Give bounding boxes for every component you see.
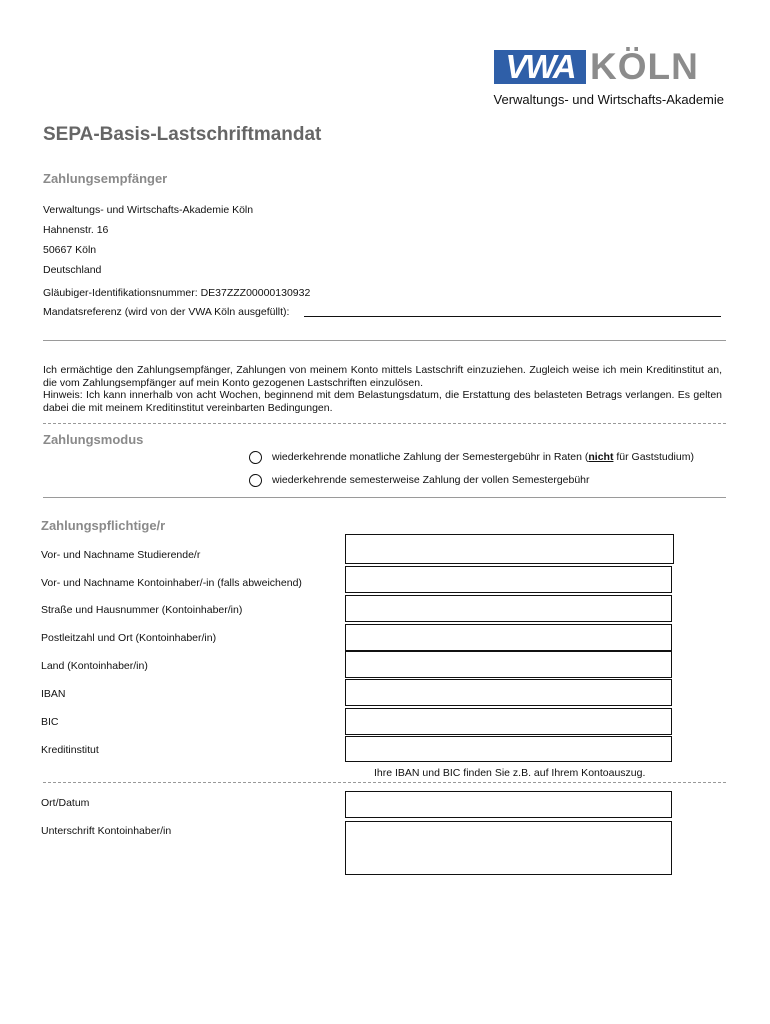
- vwa-koeln-logo: [494, 46, 724, 87]
- divider: [43, 340, 726, 341]
- payee-heading: Zahlungsempfänger: [43, 171, 168, 186]
- payer-heading: Zahlungspflichtige/r: [41, 518, 166, 533]
- payee-city: 50667 Köln: [43, 244, 97, 256]
- divider: [43, 423, 726, 424]
- signature-label: Unterschrift Kontoinhaber/in: [41, 825, 172, 837]
- bic-label: BIC: [41, 716, 59, 728]
- payment-option-semester[interactable]: [249, 471, 590, 489]
- bank-label: Kreditinstitut: [41, 744, 99, 756]
- student-name-input[interactable]: [345, 534, 674, 564]
- refund-hint-text: Hinweis: Ich kann innerhalb von acht Wochen, beginnend mit dem Belastungsdatum, die Erstattung des belasteten Betrags verlangen. Es gelten dabei die mit meinem Kreditinstitut vereinbarten Bedingungen.: [43, 389, 722, 414]
- payment-option-monthly[interactable]: [249, 448, 694, 466]
- mandate-reference-label: Mandatsreferenz (wird von der VWA Köln ausgefüllt):: [43, 306, 290, 318]
- mandate-reference-field[interactable]: [304, 316, 721, 317]
- mandate-text: [43, 364, 722, 414]
- divider: [43, 497, 726, 498]
- iban-label: IBAN: [41, 688, 66, 700]
- payment-option-monthly-label: wiederkehrende monatliche Zahlung der Semestergebühr in Raten (nicht für Gaststudium): [272, 451, 694, 463]
- divider: [43, 782, 726, 783]
- place-date-label: Ort/Datum: [41, 797, 90, 809]
- student-name-label: Vor- und Nachname Studierende/r: [41, 549, 201, 561]
- iban-bic-note: Ihre IBAN und BIC finden Sie z.B. auf Ihrem Kontoauszug.: [374, 767, 646, 779]
- street-input[interactable]: [345, 595, 672, 622]
- creditor-id: Gläubiger-Identifikationsnummer: DE37ZZZ00000130932: [43, 287, 311, 299]
- logo-tagline: Verwaltungs- und Wirtschafts-Akademie: [493, 92, 724, 107]
- payment-mode-heading: Zahlungsmodus: [43, 432, 144, 447]
- payee-country: Deutschland: [43, 264, 102, 276]
- country-input[interactable]: [345, 651, 672, 678]
- signature-field[interactable]: [345, 821, 672, 875]
- place-date-input[interactable]: [345, 791, 672, 818]
- postal-city-input[interactable]: [345, 624, 672, 651]
- radio-button[interactable]: [249, 474, 262, 487]
- logo-mark: VWA: [494, 50, 586, 84]
- account-holder-name-label: Vor- und Nachname Kontoinhaber/-in (falls abweichend): [41, 577, 302, 589]
- document-title: SEPA-Basis-Lastschriftmandat: [43, 124, 322, 145]
- payment-option-semester-label: wiederkehrende semesterweise Zahlung der vollen Semestergebühr: [272, 474, 590, 486]
- account-holder-name-input[interactable]: [345, 566, 672, 593]
- payee-street: Hahnenstr. 16: [43, 224, 109, 236]
- authorization-text: Ich ermächtige den Zahlungsempfänger, Zahlungen von meinem Konto mittels Lastschrift einzuziehen. Zugleich weise ich mein Kreditinstitut an, die vom Zahlungsempfänger auf mein Konto gezogenen Lastschriften einzulösen.: [43, 364, 722, 389]
- logo-city: KÖLN: [590, 46, 699, 87]
- postal-city-label: Postleitzahl und Ort (Kontoinhaber/in): [41, 632, 217, 644]
- iban-input[interactable]: [345, 679, 672, 706]
- bic-input[interactable]: [345, 708, 672, 735]
- country-label: Land (Kontoinhaber/in): [41, 660, 148, 672]
- payee-name: Verwaltungs- und Wirtschafts-Akademie Köln: [43, 204, 254, 216]
- street-label: Straße und Hausnummer (Kontoinhaber/in): [41, 604, 243, 616]
- bank-input[interactable]: [345, 736, 672, 762]
- radio-button[interactable]: [249, 451, 262, 464]
